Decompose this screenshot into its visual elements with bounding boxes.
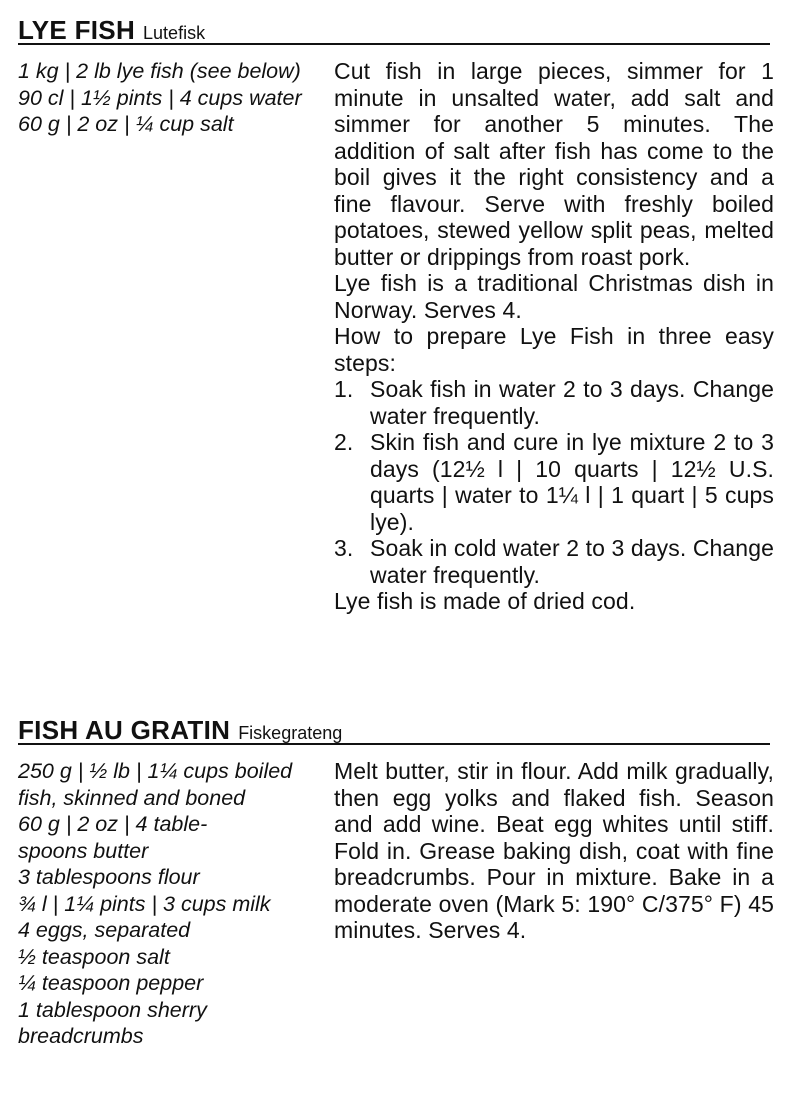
recipe-header [18, 12, 205, 53]
method-paragraph: How to prepare Lye Fish in three easy steps: [334, 323, 774, 376]
recipe-subtitle: Fiskegrateng [238, 723, 343, 743]
ingredient-item: 1 tablespoon sherry [18, 997, 207, 1022]
step-number: 2. [334, 429, 354, 455]
step-number: 3. [334, 535, 354, 561]
step-number: 1. [334, 376, 354, 402]
recipe-title: FISH AU GRATIN [18, 715, 231, 745]
preparation-steps [334, 376, 774, 588]
step-item [334, 376, 774, 429]
recipe-title: LYE FISH [18, 15, 136, 45]
ingredient-item: breadcrumbs [18, 1024, 144, 1048]
step-text: Skin fish and cure in lye mixture 2 to 3 days (12½ l | 10 quarts | 12½ U.S. quarts | water to 1¼ l | 1 quart | 5 cups lye). [370, 429, 774, 535]
title-divider [18, 743, 770, 745]
ingredient-item: 250 g | ½ lb | 1¼ cups boiled fish, skinned and boned [18, 759, 293, 810]
method-closing: Lye fish is made of dried cod. [334, 588, 636, 614]
ingredient-item: 90 cl | 1½ pints | 4 cups water [18, 85, 302, 110]
method-paragraph: Cut fish in large pieces, simmer for 1 minute in unsalted water, add salt and simmer for another 5 minutes. The addition of salt after fish has come to the boil gives it the right consistency and a fine flavour. Serve with freshly boiled potatoes, stewed yellow split peas, melted butter or drippings from roast pork. [334, 58, 774, 270]
ingredient-item: 1 kg | 2 lb lye fish (see below) [18, 59, 301, 83]
ingredient-list [18, 758, 328, 1050]
step-text: Soak fish in water 2 to 3 days. Change water frequently. [370, 376, 774, 429]
recipe-subtitle: Lutefisk [143, 23, 206, 43]
title-divider [18, 43, 770, 45]
method-paragraph: Lye fish is a traditional Christmas dish in Norway. Serves 4. [334, 270, 774, 323]
method-text [334, 758, 774, 944]
ingredient-item: ¼ teaspoon pepper [18, 971, 204, 995]
method-paragraph: Melt butter, stir in flour. Add milk gradually, then egg yolks and flaked fish. Season and add wine. Beat egg whites until stiff. Fold in. Grease baking dish, coat with fine breadcrumbs. Pour in mixture. Bake in a moderate oven (Mark 5: 190° C/375° F) 45 minutes. Serves 4. [334, 758, 774, 943]
step-item [334, 429, 774, 535]
ingredient-item: ¾ l | 1¼ pints | 3 cups milk [18, 891, 271, 916]
ingredient-item: 4 eggs, separated [18, 918, 191, 942]
step-item [334, 535, 774, 588]
ingredient-item: ½ teaspoon salt [18, 944, 170, 969]
ingredient-list [18, 58, 328, 138]
ingredient-item: 60 g | 2 oz | ¼ cup salt [18, 112, 234, 136]
method-text [334, 58, 774, 615]
recipe-header [18, 712, 342, 753]
ingredient-item: 60 g | 2 oz | 4 table- spoons butter [18, 812, 208, 863]
ingredient-item: 3 tablespoons flour [18, 865, 200, 889]
step-text: Soak in cold water 2 to 3 days. Change water frequently. [370, 535, 774, 588]
